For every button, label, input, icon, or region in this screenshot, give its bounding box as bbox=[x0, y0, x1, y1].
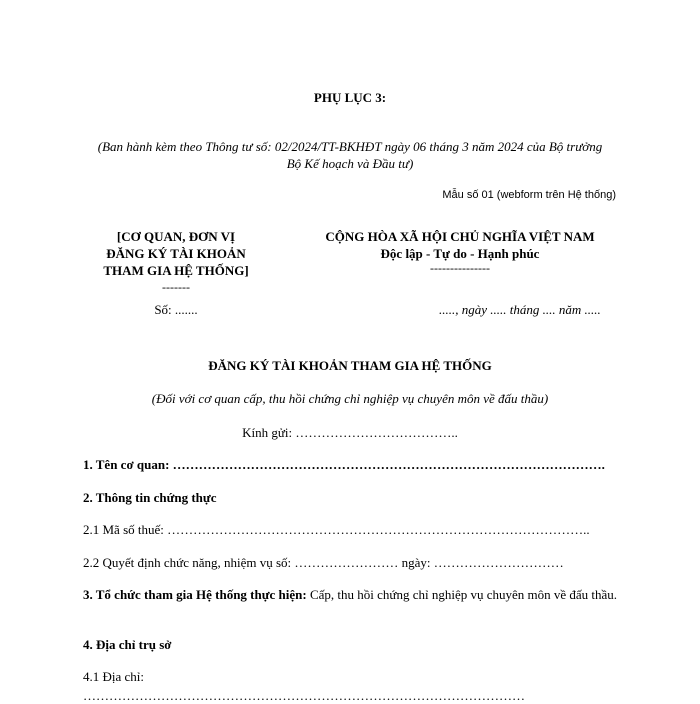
agency-line-1: [CƠ QUAN, ĐƠN VỊ bbox=[116, 229, 236, 244]
country-name: CỘNG HÒA XÃ HỘI CHỦ NGHĨA VIỆT NAM bbox=[325, 229, 595, 244]
section-3-label: 3. Tổ chức tham gia Hệ thống thực hiện: bbox=[83, 587, 307, 602]
section-2-heading: 2. Thông tin chứng thực bbox=[83, 490, 217, 505]
document-number: Số: ....... bbox=[154, 302, 198, 317]
section-4-1-address-dots: ………………………………………………………………………………………… bbox=[83, 688, 525, 703]
section-1-agency-name: 1. Tên cơ quan: ………………………………………………………………………………………. bbox=[83, 457, 605, 472]
form-code: Mẫu số 01 (webform trên Hệ thống) bbox=[442, 189, 616, 201]
section-4-1-address-label: 4.1 Địa chỉ: bbox=[83, 669, 145, 684]
form-subtitle: (Đối với cơ quan cấp, thu hồi chứng chỉ nghiệp vụ chuyên môn về đấu thầu) bbox=[151, 391, 549, 406]
section-2-1-tax-code: 2.1 Mã số thuế: …………………………………………………………………………………….. bbox=[83, 522, 590, 537]
agency-separator: ------- bbox=[162, 280, 190, 294]
section-3-paragraph bbox=[83, 587, 618, 603]
motto-separator: --------------- bbox=[430, 261, 490, 275]
section-3-text: Cấp, thu hồi chứng chỉ nghiệp vụ chuyên môn về đấu thầu. bbox=[306, 587, 618, 602]
date-line: ....., ngày ..... tháng .... năm ..... bbox=[439, 302, 601, 317]
issued-line-1: (Ban hành kèm theo Thông tư số: 02/2024/TT-BKHĐT ngày 06 tháng 3 năm 2024 của Bộ trưởng bbox=[97, 139, 603, 154]
section-4-heading: 4. Địa chỉ trụ sở bbox=[83, 637, 172, 652]
appendix-title: PHỤ LỤC 3: bbox=[313, 90, 387, 105]
agency-line-3: THAM GIA HỆ THỐNG] bbox=[103, 263, 249, 278]
recipient-line: Kính gửi: ……………………………….. bbox=[242, 425, 458, 440]
section-2-2-decision: 2.2 Quyết định chức năng, nhiệm vụ số: …………………… ngày: ………………………… bbox=[83, 555, 564, 570]
agency-line-2: ĐĂNG KÝ TÀI KHOẢN bbox=[106, 246, 246, 261]
national-motto: Độc lập - Tự do - Hạnh phúc bbox=[380, 246, 540, 261]
issued-line-2: Bộ Kế hoạch và Đầu tư) bbox=[286, 156, 414, 171]
form-title: ĐĂNG KÝ TÀI KHOẢN THAM GIA HỆ THỐNG bbox=[208, 358, 492, 373]
